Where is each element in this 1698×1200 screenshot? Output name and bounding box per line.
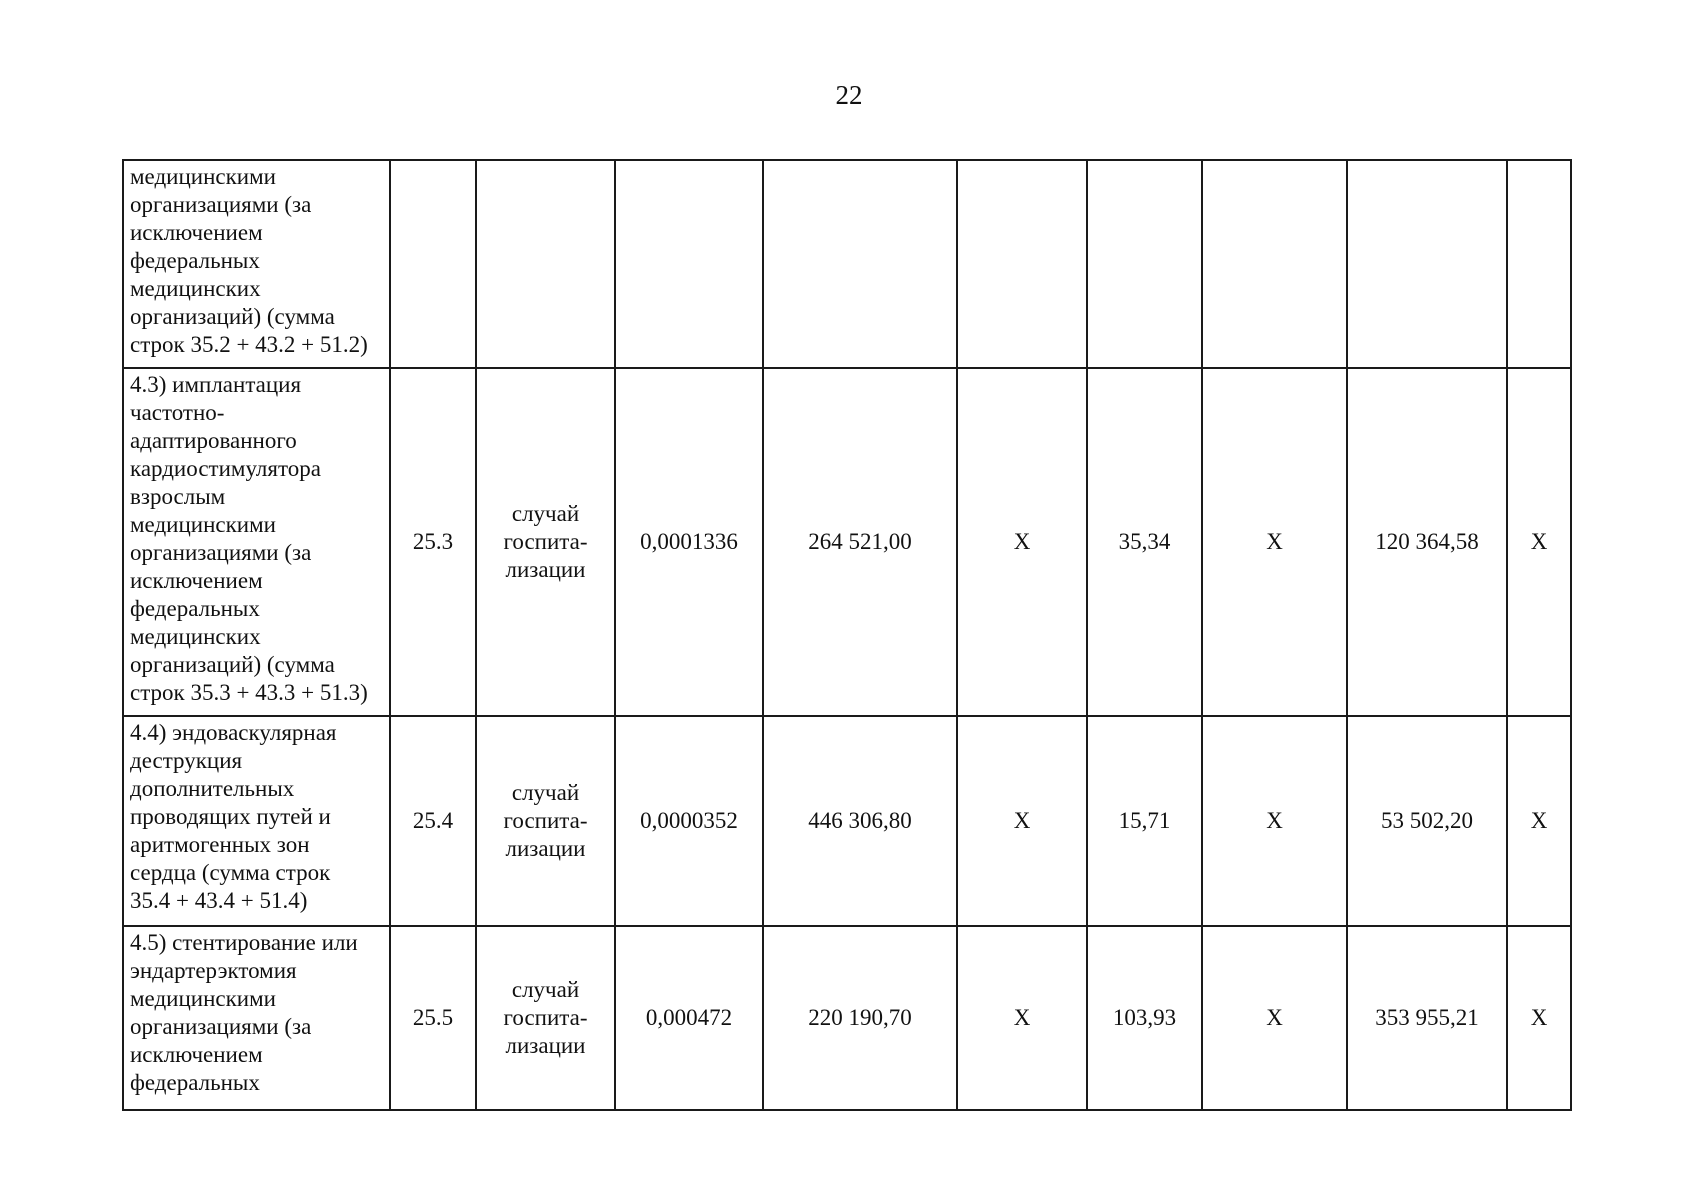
cell-row-number: 25.4 xyxy=(390,716,476,926)
cell-col10: X xyxy=(1507,368,1571,716)
cell-row-number: 25.3 xyxy=(390,368,476,716)
cell-col9: 353 955,21 xyxy=(1347,926,1507,1110)
cell-description: 4.5) стентирование или эндартерэктомия медицинскими организациями (за исключением федеральных xyxy=(123,926,390,1110)
cell-col8: X xyxy=(1202,716,1347,926)
cell-col6: X xyxy=(957,368,1087,716)
cell-unit xyxy=(476,160,615,368)
cell-unit: случай госпита- лизации xyxy=(476,368,615,716)
table-row xyxy=(123,716,1571,926)
cell-volume-norm xyxy=(615,160,763,368)
cell-description: 4.4) эндоваскулярная деструкция дополнительных проводящих путей и аритмогенных зон сердца (сумма строк 35.4 + 43.4 + 51.4) xyxy=(123,716,390,926)
cell-col9: 53 502,20 xyxy=(1347,716,1507,926)
cell-col6 xyxy=(957,160,1087,368)
cell-col10 xyxy=(1507,160,1571,368)
cell-row-number xyxy=(390,160,476,368)
table-row xyxy=(123,368,1571,716)
cell-col9 xyxy=(1347,160,1507,368)
cell-col9: 120 364,58 xyxy=(1347,368,1507,716)
cell-volume-norm: 0,000472 xyxy=(615,926,763,1110)
table-row xyxy=(123,160,1571,368)
cell-col8: X xyxy=(1202,368,1347,716)
cell-unit: случай госпита- лизации xyxy=(476,716,615,926)
cell-cost-norm xyxy=(763,160,957,368)
cell-col8: X xyxy=(1202,926,1347,1110)
cell-cost-norm: 264 521,00 xyxy=(763,368,957,716)
page-number: 22 xyxy=(835,80,863,110)
cell-description: медицинскими организациями (за исключением федеральных медицинских организаций) (сумма строк 35.2 + 43.2 + 51.2) xyxy=(123,160,390,368)
cell-col6: X xyxy=(957,716,1087,926)
cell-col8 xyxy=(1202,160,1347,368)
table-row xyxy=(123,926,1571,1110)
cell-col6: X xyxy=(957,926,1087,1110)
cell-col10: X xyxy=(1507,716,1571,926)
cell-volume-norm: 0,0001336 xyxy=(615,368,763,716)
cell-cost-norm: 446 306,80 xyxy=(763,716,957,926)
cell-col7: 103,93 xyxy=(1087,926,1202,1110)
cell-col7: 15,71 xyxy=(1087,716,1202,926)
cell-unit: случай госпита- лизации xyxy=(476,926,615,1110)
cell-cost-norm: 220 190,70 xyxy=(763,926,957,1110)
cell-description: 4.3) имплантация частотно- адаптированного кардиостимулятора взрослым медицинскими организациями (за исключением федеральных медицинских организаций) (сумма строк 35.3 + 43.3 + 51.3) xyxy=(123,368,390,716)
cell-col7: 35,34 xyxy=(1087,368,1202,716)
cell-row-number: 25.5 xyxy=(390,926,476,1110)
cell-col10: X xyxy=(1507,926,1571,1110)
financing-norms-table xyxy=(122,159,1572,1111)
cell-volume-norm: 0,0000352 xyxy=(615,716,763,926)
cell-col7 xyxy=(1087,160,1202,368)
